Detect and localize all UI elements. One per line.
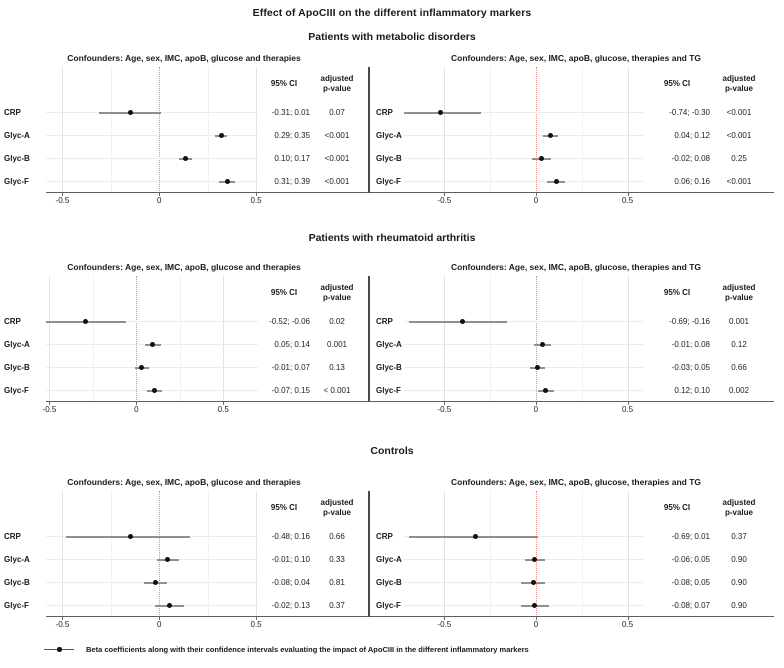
row-label: Glyc-B bbox=[376, 153, 402, 163]
x-axis-tick-label: 0.5 bbox=[621, 196, 634, 205]
ci-value: -0.06; 0.05 bbox=[671, 555, 710, 564]
row-label: Glyc-B bbox=[376, 362, 402, 372]
zero-reference-line bbox=[536, 276, 537, 402]
point-estimate-dot bbox=[165, 557, 170, 562]
pvalue-column-header-line: adjusted bbox=[320, 283, 354, 292]
panel-row bbox=[0, 49, 784, 207]
point-estimate-dot bbox=[128, 110, 133, 115]
point-estimate-dot bbox=[183, 156, 188, 161]
pvalue-column-header-line: adjusted bbox=[320, 74, 354, 83]
pvalue-column-header-line: adjusted bbox=[722, 74, 756, 83]
row-label: Glyc-F bbox=[4, 600, 29, 610]
row-label: CRP bbox=[376, 107, 393, 117]
ci-column-header: 95% CI bbox=[663, 79, 691, 88]
ci-value: -0.01; 0.08 bbox=[671, 340, 710, 349]
ci-value: -0.02; 0.13 bbox=[271, 601, 310, 610]
x-axis-tick-label: -0.5 bbox=[42, 405, 57, 414]
gridline-major bbox=[628, 491, 629, 617]
row-label: CRP bbox=[4, 316, 21, 326]
row-gridline bbox=[404, 181, 644, 182]
gridline-major bbox=[256, 67, 257, 193]
row-label: Glyc-B bbox=[4, 153, 30, 163]
ci-value: -0.07; 0.15 bbox=[271, 386, 310, 395]
gridline-major bbox=[444, 67, 445, 193]
zero-reference-line bbox=[536, 67, 537, 193]
x-axis-tick-label: 0.5 bbox=[250, 196, 262, 205]
point-estimate-dot bbox=[128, 534, 133, 539]
pvalue-column-header-line: p-value bbox=[724, 83, 753, 93]
plot-area bbox=[368, 67, 784, 193]
x-axis-tick-label: -0.5 bbox=[55, 620, 70, 629]
ci-value: -0.69; 0.01 bbox=[671, 532, 710, 541]
row-label: Glyc-B bbox=[4, 577, 30, 587]
row-label: CRP bbox=[4, 107, 21, 117]
x-axis-tick-label: 0 bbox=[157, 196, 162, 205]
row-label: Glyc-B bbox=[4, 362, 30, 372]
plot-area bbox=[0, 67, 368, 193]
ci-value: -0.03; 0.05 bbox=[671, 363, 710, 372]
gridline-major bbox=[628, 276, 629, 402]
ci-column-header: 95% CI bbox=[663, 503, 691, 512]
x-axis-tick-label: 0.5 bbox=[621, 405, 634, 414]
p-value: 0.001 bbox=[326, 340, 348, 349]
point-estimate-dot bbox=[473, 534, 478, 539]
panel-divider-line bbox=[368, 276, 370, 402]
p-value: 0.37 bbox=[329, 601, 345, 610]
p-value: 0.02 bbox=[329, 317, 345, 326]
panel-divider-line bbox=[368, 67, 370, 193]
gridline-minor bbox=[582, 491, 583, 617]
x-axis-ticks-row bbox=[368, 193, 784, 207]
row-gridline bbox=[46, 559, 258, 560]
panel-row bbox=[0, 473, 784, 631]
page-title: Effect of ApoCIII on the different inflammatory markers bbox=[252, 7, 532, 19]
ci-column-header: 95% CI bbox=[663, 288, 691, 297]
p-value: 0.90 bbox=[731, 601, 747, 610]
p-value: 0.66 bbox=[731, 363, 747, 372]
gridline-minor bbox=[93, 276, 94, 402]
row-label: CRP bbox=[376, 531, 393, 541]
row-label: Glyc-A bbox=[4, 130, 30, 140]
x-axis-tick-label: 0 bbox=[533, 620, 539, 629]
pvalue-column-header-line: p-value bbox=[322, 507, 351, 517]
p-value: 0.37 bbox=[731, 532, 747, 541]
p-value: 0.33 bbox=[329, 555, 345, 564]
pvalue-column-header bbox=[314, 74, 360, 93]
legend-point-dot bbox=[57, 647, 62, 652]
p-value: <0.001 bbox=[324, 154, 350, 163]
p-value: <0.001 bbox=[324, 177, 350, 186]
row-label: Glyc-F bbox=[4, 385, 29, 395]
pvalue-column-header bbox=[314, 498, 360, 517]
p-value: 0.90 bbox=[731, 555, 747, 564]
ci-value: 0.10; 0.17 bbox=[274, 154, 310, 163]
zero-reference-line bbox=[136, 276, 137, 402]
zero-reference-line bbox=[536, 491, 537, 617]
point-estimate-dot bbox=[535, 365, 540, 370]
forest-subplot-right bbox=[368, 49, 784, 207]
row-label: Glyc-A bbox=[376, 130, 402, 140]
point-estimate-dot bbox=[153, 580, 158, 585]
row-label: Glyc-A bbox=[376, 339, 402, 349]
ci-value: 0.12; 0.10 bbox=[674, 386, 710, 395]
gridline-minor bbox=[111, 67, 112, 193]
p-value: < 0.001 bbox=[323, 386, 351, 395]
row-label: Glyc-F bbox=[4, 176, 29, 186]
ci-whisker bbox=[409, 321, 506, 323]
gridline-minor bbox=[208, 67, 209, 193]
ci-value: -0.08; 0.04 bbox=[271, 578, 310, 587]
gridline-major bbox=[62, 491, 63, 617]
point-estimate-dot bbox=[543, 388, 548, 393]
row-gridline bbox=[404, 390, 644, 391]
gridline-major bbox=[256, 491, 257, 617]
ci-value: 0.05; 0.14 bbox=[274, 340, 310, 349]
p-value: 0.001 bbox=[728, 317, 750, 326]
point-estimate-dot bbox=[219, 133, 224, 138]
x-axis-tick-label: -0.5 bbox=[437, 405, 452, 414]
row-label: Glyc-A bbox=[4, 554, 30, 564]
point-estimate-dot bbox=[540, 342, 545, 347]
subplot-title: Confounders: Age, sex, IMC, apoB, glucose and therapies bbox=[67, 53, 301, 63]
gridline-major bbox=[223, 276, 224, 402]
point-estimate-dot bbox=[460, 319, 465, 324]
forest-subplot-right bbox=[368, 258, 784, 416]
ci-value: 0.06; 0.16 bbox=[674, 177, 710, 186]
row-label: Glyc-A bbox=[376, 554, 402, 564]
plot-area bbox=[0, 276, 368, 402]
x-axis-tick-label: -0.5 bbox=[437, 196, 452, 205]
point-estimate-dot bbox=[152, 388, 157, 393]
section-heading: Patients with rheumatoid arthritis bbox=[308, 232, 476, 244]
ci-value: 0.31; 0.39 bbox=[274, 177, 310, 186]
point-estimate-dot bbox=[438, 110, 443, 115]
figure-legend bbox=[44, 645, 784, 654]
x-axis-tick-label: 0 bbox=[157, 620, 162, 629]
pvalue-column-header-line: adjusted bbox=[722, 498, 756, 507]
pvalue-column-header bbox=[714, 283, 764, 302]
row-label: CRP bbox=[4, 531, 21, 541]
x-axis-tick-label: 0 bbox=[533, 196, 539, 205]
point-estimate-dot bbox=[139, 365, 144, 370]
pvalue-column-header bbox=[714, 498, 764, 517]
x-axis-tick-label: -0.5 bbox=[437, 620, 452, 629]
ci-value: -0.69; -0.16 bbox=[669, 317, 710, 326]
row-label: Glyc-F bbox=[376, 385, 401, 395]
forest-subplot-right bbox=[368, 473, 784, 631]
forest-subplot-left bbox=[0, 473, 368, 631]
subplot-title: Confounders: Age, sex, IMC, apoB, glucose, therapies and TG bbox=[451, 262, 701, 272]
plot-area bbox=[368, 276, 784, 402]
ci-value: -0.52; -0.06 bbox=[269, 317, 310, 326]
plot-area bbox=[0, 491, 368, 617]
forest-plot-figure bbox=[0, 31, 784, 631]
row-gridline bbox=[46, 367, 258, 368]
p-value: 0.07 bbox=[329, 108, 345, 117]
x-axis-ticks-row bbox=[0, 402, 368, 416]
row-label: Glyc-A bbox=[4, 339, 30, 349]
point-estimate-dot bbox=[554, 179, 559, 184]
pvalue-column-header bbox=[314, 283, 360, 302]
pvalue-column-header-line: p-value bbox=[724, 292, 753, 302]
zero-reference-line bbox=[159, 491, 160, 617]
row-gridline bbox=[404, 158, 644, 159]
zero-reference-line bbox=[159, 67, 160, 193]
gridline-minor bbox=[582, 276, 583, 402]
point-with-ci-line-icon bbox=[44, 646, 74, 653]
point-estimate-dot bbox=[167, 603, 172, 608]
x-axis-tick-label: 0.5 bbox=[250, 620, 262, 629]
x-axis-tick-label: 0 bbox=[533, 405, 539, 414]
x-axis-ticks-row bbox=[368, 402, 784, 416]
point-estimate-dot bbox=[83, 319, 88, 324]
row-label: Glyc-F bbox=[376, 600, 401, 610]
gridline-minor bbox=[208, 491, 209, 617]
gridline-major bbox=[49, 276, 50, 402]
ci-value: -0.48; 0.16 bbox=[271, 532, 310, 541]
ci-column-header: 95% CI bbox=[270, 288, 298, 297]
ci-value: -0.01; 0.07 bbox=[271, 363, 310, 372]
p-value: <0.001 bbox=[726, 131, 752, 140]
row-label: Glyc-B bbox=[376, 577, 402, 587]
x-axis-ticks-row bbox=[0, 193, 368, 207]
p-value: 0.12 bbox=[731, 340, 747, 349]
forest-subplot-left bbox=[0, 49, 368, 207]
x-axis-tick-label: 0.5 bbox=[217, 405, 229, 414]
pvalue-column-header-line: p-value bbox=[322, 292, 351, 302]
row-gridline bbox=[404, 344, 644, 345]
gridline-major bbox=[444, 491, 445, 617]
p-value: 0.25 bbox=[731, 154, 747, 163]
row-gridline bbox=[46, 605, 258, 606]
gridline-major bbox=[62, 67, 63, 193]
ci-value: -0.02; 0.08 bbox=[671, 154, 710, 163]
p-value: 0.66 bbox=[329, 532, 345, 541]
pvalue-column-header-line: p-value bbox=[724, 507, 753, 517]
gridline-minor bbox=[582, 67, 583, 193]
forest-subplot-left bbox=[0, 258, 368, 416]
gridline-minor bbox=[490, 276, 491, 402]
p-value: 0.13 bbox=[329, 363, 345, 372]
section-heading: Controls bbox=[370, 445, 414, 457]
p-value: <0.001 bbox=[324, 131, 350, 140]
p-value: 0.81 bbox=[329, 578, 345, 587]
ci-value: -0.74; -0.30 bbox=[669, 108, 710, 117]
subplot-title: Confounders: Age, sex, IMC, apoB, glucose and therapies bbox=[67, 262, 301, 272]
row-gridline bbox=[404, 135, 644, 136]
x-axis-tick-label: -0.5 bbox=[55, 196, 70, 205]
row-gridline bbox=[46, 158, 258, 159]
pvalue-column-header-line: adjusted bbox=[722, 283, 756, 292]
point-estimate-dot bbox=[531, 580, 536, 585]
ci-value: -0.01; 0.10 bbox=[271, 555, 310, 564]
plot-area bbox=[368, 491, 784, 617]
ci-value: -0.31; 0.01 bbox=[271, 108, 310, 117]
x-axis-ticks-row bbox=[0, 617, 368, 631]
gridline-minor bbox=[111, 491, 112, 617]
row-gridline bbox=[404, 367, 644, 368]
gridline-minor bbox=[180, 276, 181, 402]
gridline-major bbox=[628, 67, 629, 193]
pvalue-column-header bbox=[714, 74, 764, 93]
panel-divider-line bbox=[368, 491, 370, 617]
subplot-title: Confounders: Age, sex, IMC, apoB, glucose and therapies bbox=[67, 477, 301, 487]
row-label: CRP bbox=[376, 316, 393, 326]
ci-value: 0.04; 0.12 bbox=[674, 131, 710, 140]
p-value: 0.002 bbox=[728, 386, 750, 395]
p-value: 0.90 bbox=[731, 578, 747, 587]
gridline-minor bbox=[490, 67, 491, 193]
p-value: <0.001 bbox=[726, 108, 752, 117]
gridline-major bbox=[444, 276, 445, 402]
ci-value: 0.29; 0.35 bbox=[274, 131, 310, 140]
ci-value: -0.08; 0.07 bbox=[671, 601, 710, 610]
point-estimate-dot bbox=[539, 156, 544, 161]
subplot-title: Confounders: Age, sex, IMC, apoB, glucose, therapies and TG bbox=[451, 477, 701, 487]
x-axis-ticks-row bbox=[368, 617, 784, 631]
x-axis-tick-label: 0 bbox=[134, 405, 139, 414]
ci-column-header: 95% CI bbox=[270, 79, 298, 88]
pvalue-column-header-line: p-value bbox=[322, 83, 351, 93]
section-heading: Patients with metabolic disorders bbox=[308, 31, 476, 43]
pvalue-column-header-line: adjusted bbox=[320, 498, 354, 507]
point-estimate-dot bbox=[548, 133, 553, 138]
subplot-title: Confounders: Age, sex, IMC, apoB, glucose, therapies and TG bbox=[451, 53, 701, 63]
row-label: Glyc-F bbox=[376, 176, 401, 186]
x-axis-tick-label: 0.5 bbox=[621, 620, 634, 629]
point-estimate-dot bbox=[225, 179, 230, 184]
panel-row bbox=[0, 258, 784, 416]
p-value: <0.001 bbox=[726, 177, 752, 186]
point-estimate-dot bbox=[150, 342, 155, 347]
ci-value: -0.08; 0.05 bbox=[671, 578, 710, 587]
ci-column-header: 95% CI bbox=[270, 503, 298, 512]
gridline-minor bbox=[490, 491, 491, 617]
legend-text: Beta coefficients along with their confidence intervals evaluating the impact of ApoCIII in the different inflammatory markers bbox=[86, 645, 529, 654]
